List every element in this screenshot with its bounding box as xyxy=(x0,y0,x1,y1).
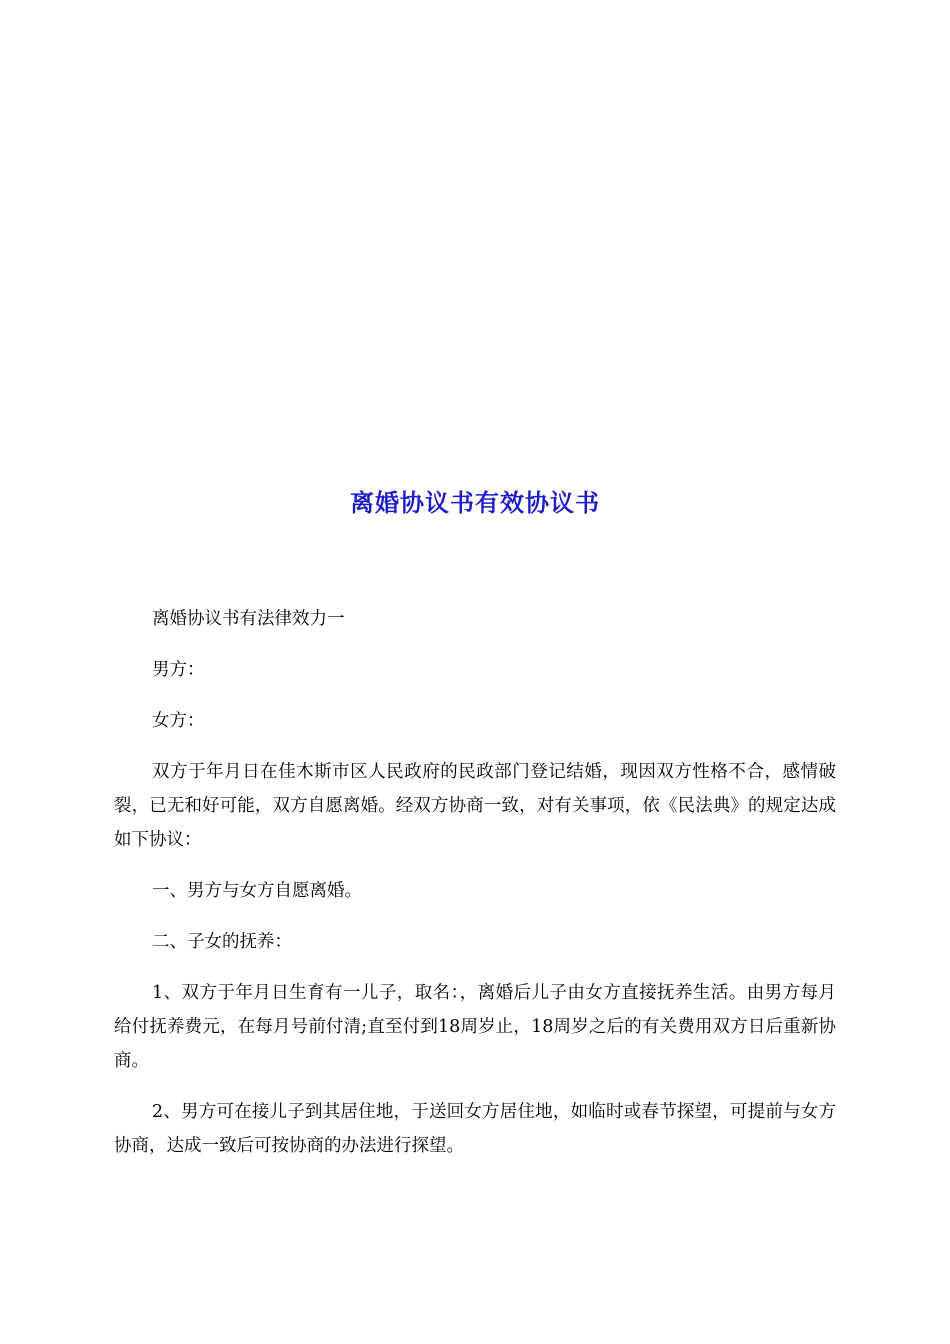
paragraph-clause-2-1: 1、双方于年月日生育有一儿子，取名：，离婚后儿子由女方直接抚养生活。由男方每月给付抚养费元，在每月号前付清;直至付到18周岁止，18周岁之后的有关费用双方日后重新协商。 xyxy=(114,983,836,1071)
paragraph-male-party: 男方： xyxy=(152,660,205,680)
paragraph-clause-1: 一、男方与女方自愿离婚。 xyxy=(152,881,362,901)
paragraph-clause-2: 二、子女的抚养： xyxy=(152,932,292,952)
paragraph-clause-2-2: 2、男方可在接儿子到其居住地，于送回女方居住地，如临时或春节探望，可提前与女方协商，达成一致后可按协商的办法进行探望。 xyxy=(114,1102,836,1156)
paragraph-subtitle: 离婚协议书有法律效力一 xyxy=(152,609,345,629)
document-body xyxy=(114,602,836,1180)
document-title: 离婚协议书有效协议书 xyxy=(350,488,600,517)
paragraph-preamble: 双方于年月日在佳木斯市区人民政府的民政部门登记结婚，现因双方性格不合，感情破裂，已无和好可能，双方自愿离婚。经双方协商一致，对有关事项，依《民法典》的规定达成如下协议： xyxy=(114,762,836,850)
paragraph-female-party: 女方： xyxy=(152,711,205,731)
